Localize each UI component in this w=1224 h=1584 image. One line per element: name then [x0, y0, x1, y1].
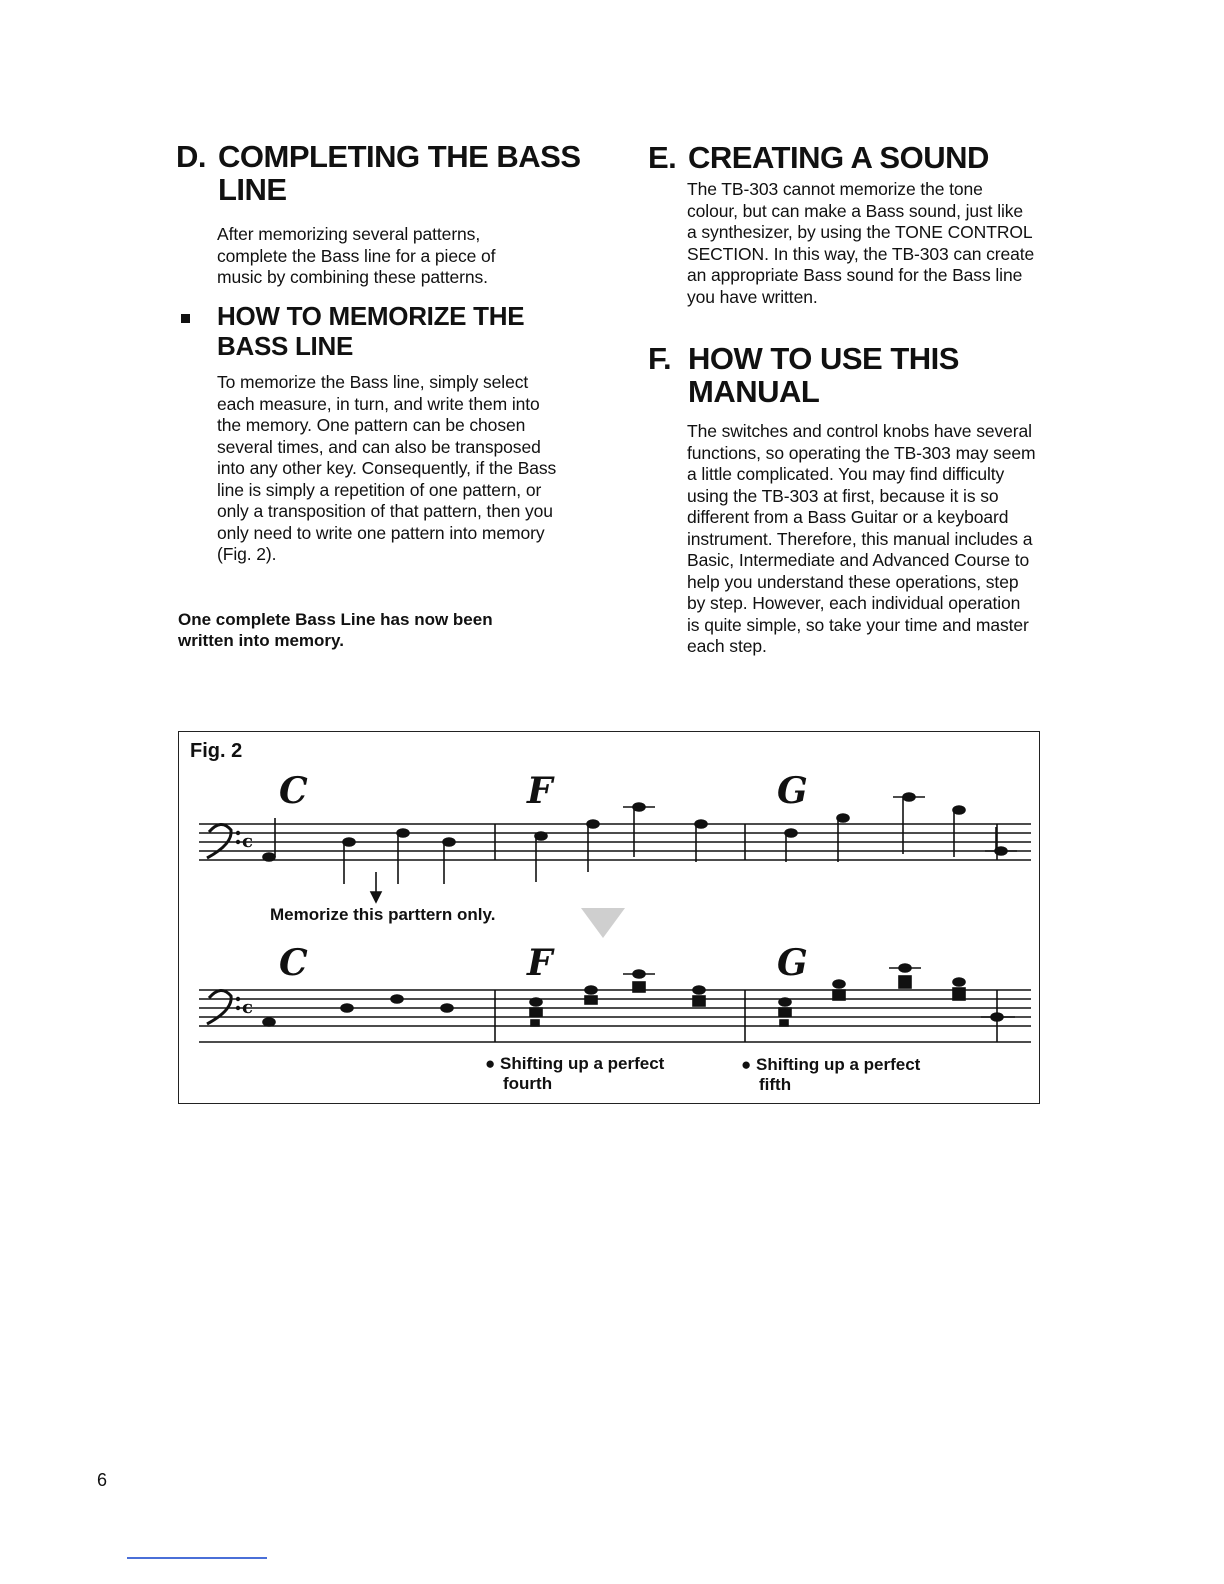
- staff-bottom: [179, 732, 1041, 1105]
- section-d-intro: After memorizing several patterns, complete the Bass line for a piece of music by combining these patterns.: [217, 224, 496, 287]
- section-e-letter: E.: [648, 140, 677, 175]
- section-d-heading-line2: LINE: [218, 172, 287, 207]
- chord-c-bottom: C: [279, 942, 308, 984]
- caption-fifth-line1: Shifting up a perfect: [756, 1055, 921, 1074]
- section-d-subheading-line1: HOW TO MEMORIZE THE: [217, 301, 525, 331]
- section-e-body: The TB-303 cannot memorize the tone colour, but can make a Bass sound, just like a synthesizer, by using the TONE CONTROL SECTION. In this way, the TB-303 can create an appropriate Bass sound for the Bass line you have written.: [687, 179, 1035, 307]
- section-d-letter: D.: [176, 139, 206, 174]
- bullet-square-icon: [181, 314, 190, 323]
- memorize-caption: Memorize this parttern only.: [270, 905, 496, 924]
- bullet-dot-icon: ●: [485, 1054, 500, 1073]
- caption-fifth-line2: fifth: [759, 1075, 792, 1094]
- section-e-heading-text: CREATING A SOUND: [688, 140, 989, 175]
- section-f-heading-line2: MANUAL: [688, 374, 820, 409]
- footer-rule: [127, 1557, 267, 1559]
- section-d-subheading-line2: BASS LINE: [217, 331, 353, 361]
- section-d-conclusion: One complete Bass Line has now been written into memory.: [178, 610, 493, 650]
- svg-text:c: c: [242, 997, 253, 1018]
- section-d-subheading: [217, 301, 557, 361]
- chord-g-top: G: [777, 770, 808, 812]
- bullet-dot-icon: ●: [741, 1055, 756, 1074]
- chord-f-top: F: [527, 770, 553, 812]
- section-d-heading-line1: COMPLETING THE BASS: [218, 139, 581, 174]
- caption-fourth-line1: Shifting up a perfect: [500, 1054, 665, 1073]
- section-f-heading-line1: HOW TO USE THIS: [688, 341, 959, 376]
- section-f-body: The switches and control knobs have several functions, so operating the TB-303 may seem a little complicated. You may find difficulty using the TB-303 at first, because it is so different from a Bass Guitar or a keyboard instrument. Therefore, this manual includes a Basic, Intermediate and Advanced Course to help you understand these operations, step by step. However, each individual operation is quite simple, so take your time and master each step.: [687, 421, 1036, 656]
- caption-fifth: [741, 1055, 920, 1095]
- caption-fourth-line2: fourth: [503, 1074, 553, 1093]
- chord-f-bottom: F: [527, 942, 553, 984]
- chord-c-top: C: [279, 770, 308, 812]
- chord-g-bottom: G: [777, 942, 808, 984]
- svg-text:c: c: [242, 831, 253, 852]
- section-d-body: To memorize the Bass line, simply select each measure, in turn, and write them into the memory. One pattern can be chosen several times, and can also be transposed into any other key. Consequently, if the Bass line is simply a repetition of one pattern, or only a transposition of that pattern, then you only need to write one pattern into memory (Fig. 2).: [217, 372, 557, 564]
- page-number: 6: [97, 1470, 108, 1490]
- figure-label: Fig. 2: [190, 740, 243, 762]
- figure-2: [178, 731, 1040, 1104]
- section-f-letter: F.: [648, 341, 672, 376]
- caption-fourth: [485, 1054, 664, 1094]
